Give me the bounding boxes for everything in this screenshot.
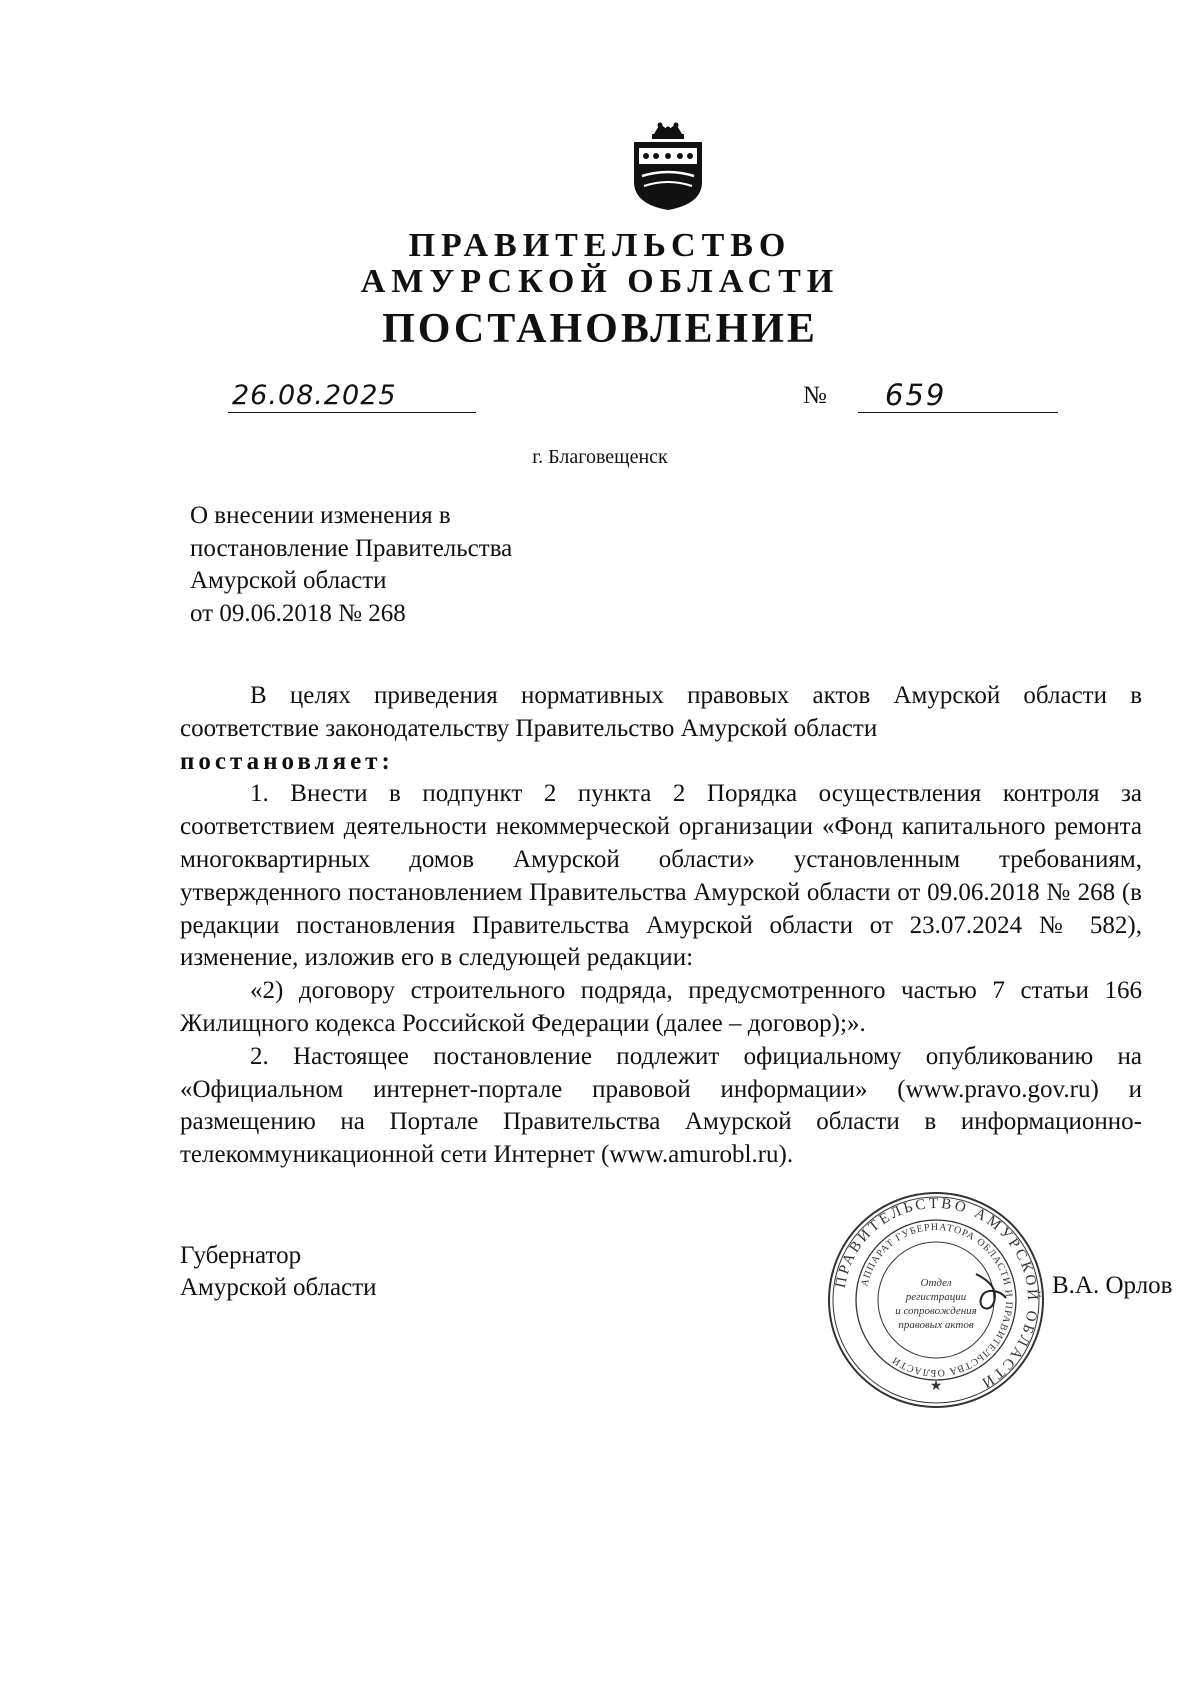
seal-inner-text: АППАРАТ ГУБЕРНАТОРА ОБЛАСТИ И ПРАВИТЕЛЬСТВА ОБЛАСТИ — [859, 1221, 1015, 1379]
document-subject — [190, 500, 512, 630]
signature-title — [180, 1240, 377, 1304]
document-body — [180, 680, 1142, 1172]
signature-title-line2: Амурской области — [180, 1274, 377, 1301]
org-name-line2: АМУРСКОЙ ОБЛАСТИ — [360, 263, 840, 300]
signature-title-line1: Губернатор — [180, 1242, 302, 1269]
amur-oblast-coat-of-arms-icon — [630, 120, 706, 212]
document-number: 659 — [885, 378, 947, 412]
decree-word: постановляет: — [180, 747, 394, 775]
number-label: № — [803, 382, 827, 409]
preamble-paragraph: В целях приведения нормативных правовых актов Амурской области в соответствие законодательству Правительство Амурской области — [180, 682, 1142, 742]
seal-center-line: Отдел — [920, 1277, 952, 1289]
org-name-line1: ПРАВИТЕЛЬСТВО — [408, 227, 792, 264]
item-1-paragraph: 1. Внести в подпункт 2 пункта 2 Порядка осуществления контроля за соответствием деятельности некоммерческой организации «Фонд капитального ремонта многоквартирных домов Амурской области» установленным требованиям, утвержденного постановлением Правительства Амурской области от 09.06.2018 № 268 (в редакции постановления Правительства Амурской области от 23.07.2024 № 582), изменение, изложив его в следующей редакции: — [180, 780, 1142, 972]
subject-line: от 09.06.2018 № 268 — [190, 599, 406, 627]
seal-center-line: правовых актов — [898, 1319, 974, 1331]
document-type-title: ПОСТАНОВЛЕНИЕ — [382, 306, 818, 352]
subject-line: О внесении изменения в — [190, 502, 451, 529]
seal-star-icon: ★ — [929, 1379, 943, 1394]
seal-center-line: регистрации — [905, 1291, 967, 1303]
city-name: г. Благовещенск — [532, 446, 668, 468]
seal-outer-text: ПРАВИТЕЛЬСТВО АМУРСКОЙ ОБЛАСТИ — [832, 1195, 1041, 1393]
subject-line: Амурской области — [190, 567, 387, 594]
document-date: 26.08.2025 — [232, 380, 397, 411]
quoted-amendment: «2) договору строительного подряда, предусмотренного частью 7 статьи 166 Жилищного кодекса Российской Федерации (далее – договор);». — [180, 977, 1142, 1037]
signer-name: В.А. Орлов — [1052, 1272, 1173, 1299]
subject-line: постановление Правительства — [190, 534, 513, 562]
official-seal-stamp — [826, 1190, 1046, 1410]
seal-center-line: и сопровождения — [895, 1305, 977, 1317]
item-2-paragraph: 2. Настоящее постановление подлежит официальному опубликованию на «Официальном интернет-портале правовой информации» (www.pravo.gov.ru) и размещению на Портале Правительства Амурской области в информационно-телекоммуникационной сети Интернет (www.amurobl.ru). — [180, 1042, 1142, 1169]
